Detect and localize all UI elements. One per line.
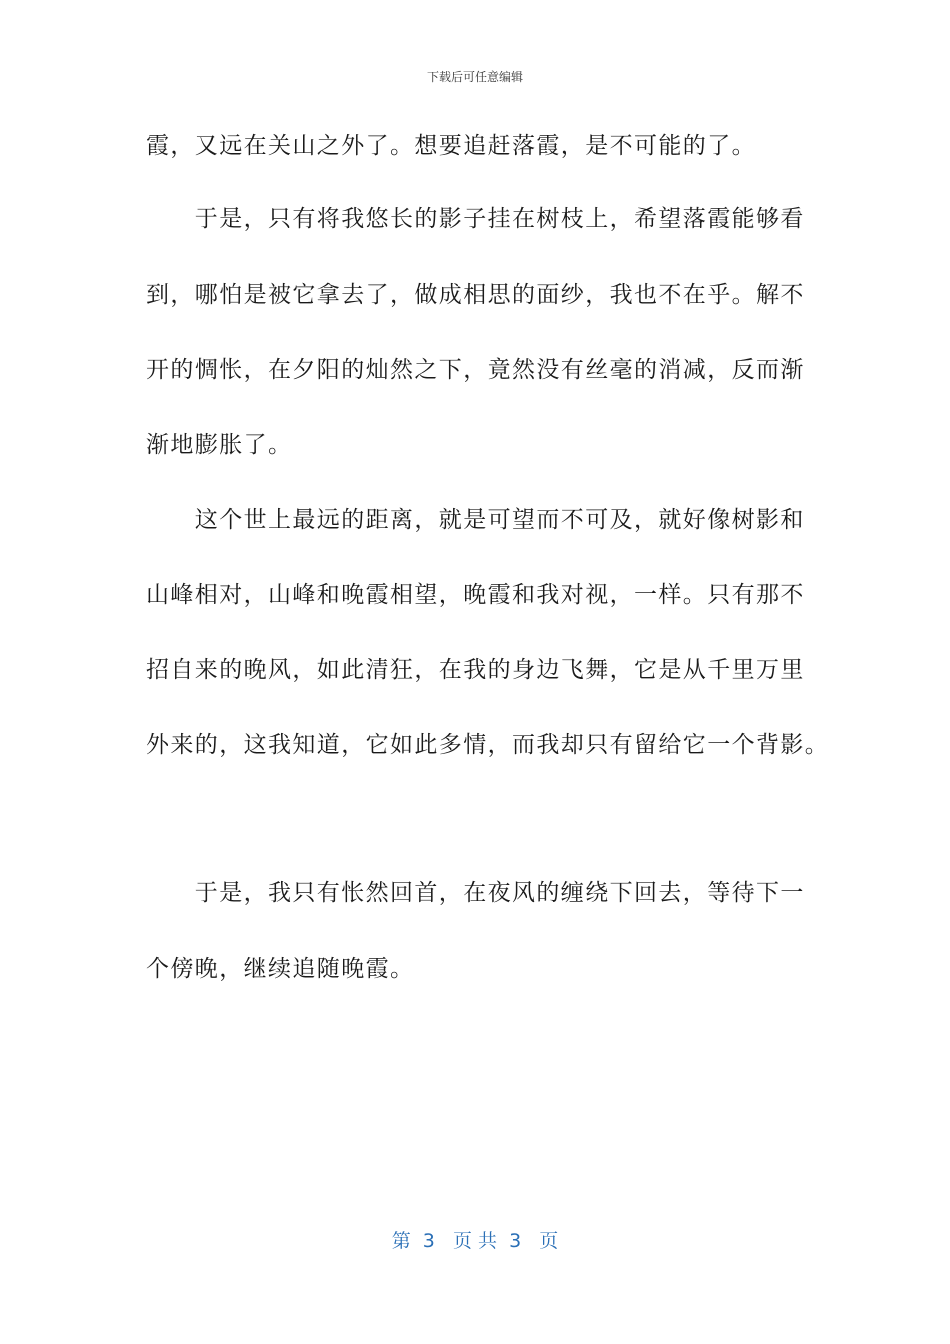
body-line-5: 渐地膨胀了。 — [146, 432, 293, 458]
body-line-6: 这个世上最远的距离，就是可望而不可及，就好像树影和 — [146, 507, 805, 533]
body-line-9: 外来的，这我知道，它如此多情，而我却只有留给它一个背影。 — [146, 732, 830, 758]
body-line-4: 开的惆怅，在夕阳的灿然之下，竟然没有丝毫的消减，反而渐 — [146, 357, 805, 383]
page-number: 第 3 页 共 3 页 — [391, 1230, 559, 1252]
body-line-2: 于是，只有将我悠长的影子挂在树枝上，希望落霞能够看 — [146, 206, 805, 232]
body-line-10: 于是，我只有怅然回首，在夜风的缠绕下回去，等待下一 — [146, 880, 805, 906]
body-line-1: 霞，又远在关山之外了。想要追赶落霞，是不可能的了。 — [146, 133, 756, 159]
body-line-8: 招自来的晚风，如此清狂，在我的身边飞舞，它是从千里万里 — [146, 657, 805, 683]
body-line-11: 个傍晚，继续追随晚霞。 — [146, 956, 415, 982]
body-line-7: 山峰相对，山峰和晚霞相望，晚霞和我对视，一样。只有那不 — [146, 582, 805, 608]
body-line-3: 到，哪怕是被它拿去了，做成相思的面纱，我也不在乎。解不 — [146, 282, 805, 308]
page-header-note: 下载后可任意编辑 — [426, 70, 523, 84]
